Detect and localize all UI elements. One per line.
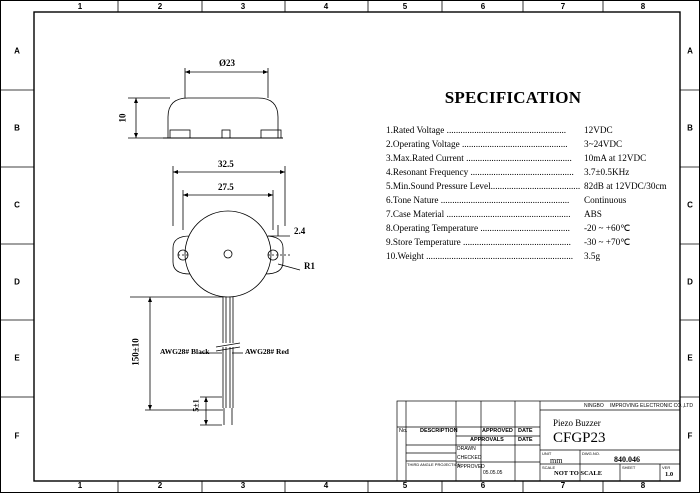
model-number: CFGP23 — [553, 430, 606, 446]
row-letter: C — [14, 200, 20, 210]
column-number: 2 — [157, 481, 163, 490]
spec-label: 1.Rated Voltage .................................................... — [386, 125, 567, 135]
dim-height: 10 — [117, 113, 128, 123]
dim-width-inner: 27.5 — [218, 182, 234, 192]
third-angle-label: THIRD ANGLE PROJECTION — [407, 462, 461, 467]
ver-value: 1.0 — [665, 471, 674, 478]
row-letter: C — [687, 200, 693, 210]
column-number: 1 — [77, 481, 83, 490]
unit-label: UNIT — [542, 451, 552, 456]
dim-diameter: Ø23 — [219, 58, 236, 68]
spec-label: 4.Resonant Frequency ............................................. — [386, 167, 574, 177]
column-number: 7 — [560, 2, 566, 11]
spec-label: 3.Max.Rated Current .............................................. — [386, 153, 572, 163]
approved-label: APPROVED — [457, 464, 485, 470]
dim-strip: 5±1 — [191, 399, 201, 412]
dim-hole: 2.4 — [294, 226, 306, 236]
spec-label: 9.Store Temperature ............................................... — [386, 237, 571, 247]
spec-value: Continuous — [584, 195, 627, 205]
scale-label: SCALE — [542, 465, 556, 470]
spec-value: 3.5g — [584, 251, 601, 261]
row-letter: F — [14, 431, 20, 441]
column-number: 6 — [480, 2, 486, 11]
column-number: 4 — [323, 2, 329, 11]
row-letter: E — [687, 353, 693, 363]
col-description: DESCRIPTION — [420, 428, 458, 434]
row-letter: A — [687, 46, 693, 56]
column-number: 5 — [402, 481, 408, 490]
column-number: 6 — [480, 481, 486, 490]
company-short: NINGBO — [584, 403, 604, 409]
spec-value: 3.7±0.5KHz — [584, 167, 630, 177]
company-name: IMPROVING ELECTRONIC CO.,LTD — [610, 403, 693, 409]
row-letter: D — [14, 277, 20, 287]
unit-value: mm — [550, 456, 563, 465]
spec-value: 12VDC — [584, 125, 613, 135]
col-approved: APPROVED — [482, 428, 513, 434]
row-letter: B — [14, 123, 20, 133]
spec-label: 5.Min.Sound Pressure Level....................................... — [386, 181, 581, 191]
dim-width-outer: 32.5 — [218, 159, 234, 169]
column-number: 4 — [323, 481, 329, 490]
col-date: DATE — [518, 428, 533, 434]
spec-value: 10mA at 12VDC — [584, 153, 647, 163]
spec-title: SPECIFICATION — [444, 88, 582, 107]
scale-value: NOT TO SCALE — [554, 470, 603, 477]
column-number: 2 — [157, 2, 163, 11]
product-name: Piezo Buzzer — [553, 418, 601, 428]
row-letter: F — [687, 431, 693, 441]
dwg-no-value: 840.046 — [614, 455, 640, 464]
column-number: 8 — [640, 2, 646, 11]
row-letter: E — [14, 353, 20, 363]
column-number: 7 — [560, 481, 566, 490]
spec-label: 6.Tone Nature ........................................................ — [386, 195, 570, 205]
column-number: 3 — [240, 481, 246, 490]
spec-label: 2.Operating Voltage .............................................. — [386, 139, 568, 149]
checked-label: CHECKED — [457, 455, 482, 461]
spec-label: 7.Case Material ...................................................... — [386, 209, 571, 219]
spec-value: 3~24VDC — [584, 139, 623, 149]
wire-label-red: AWG28# Red — [245, 347, 289, 356]
row-letter: B — [687, 123, 693, 133]
column-number: 8 — [640, 481, 646, 490]
col-no: No. — [399, 428, 408, 434]
dim-radius: R1 — [304, 261, 315, 271]
drawn-label: DRAWN — [457, 446, 476, 452]
wire-label-black: AWG28# Black — [160, 347, 210, 356]
spec-value: -30 ~ +70℃ — [584, 237, 631, 247]
spec-value: -20 ~ +60℃ — [584, 223, 631, 233]
ver-label: VER — [662, 465, 671, 470]
spec-value: ABS — [584, 209, 602, 219]
column-number: 1 — [77, 2, 83, 11]
approvals-date: DATE — [518, 437, 533, 443]
drawing-date: 05.05.05 — [483, 470, 503, 476]
spec-label: 8.Operating Temperature ....................................... — [386, 223, 570, 233]
approvals-label: APPROVALS — [470, 437, 504, 443]
column-number: 5 — [402, 2, 408, 11]
dim-wire-length: 150±10 — [130, 338, 141, 366]
dwg-no-label: DWG.NO. — [582, 451, 600, 456]
spec-label: 10.Weight ................................................................ — [386, 251, 574, 261]
row-letter: D — [687, 277, 693, 287]
sheet-label: SHEET — [622, 465, 636, 470]
row-letter: A — [14, 46, 20, 56]
column-number: 3 — [240, 2, 246, 11]
spec-value: 82dB at 12VDC/30cm — [584, 181, 667, 191]
